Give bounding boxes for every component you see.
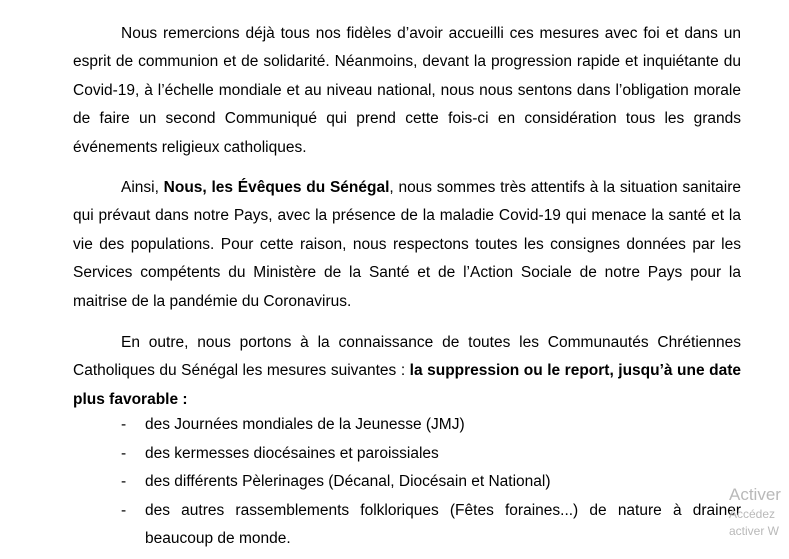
paragraph-thanks-text: Nous remercions déjà tous nos fidèles d’avoir accueilli ces mesures avec foi et dans un esprit de communion et de solidarité. Néanmoins, devant la progression rapide et inquiétante du Covid-19, à l’échelle mondiale et au niveau national, nous nous sentons dans l’obligation morale de faire un second Communiqué qui prend cette fois-ci en considération tous les grands événements religieux catholiques.	[73, 24, 741, 156]
list-item	[73, 440, 741, 469]
list-bullet: -	[121, 501, 127, 519]
paragraph-measures	[73, 329, 741, 415]
list-item	[73, 497, 741, 554]
paragraph-bishops-rest: , nous sommes très attentifs à la situation sanitaire qui prévaut dans notre Pays, avec la présence de la maladie Covid-19 qui menace la santé et la vie des populations. Pour cette raison, nous respectons toutes les consignes données par les Services compétents du Ministère de la Santé et de l’Action Sociale de notre Pays pour la maitrise de la pandémie du Coronavirus.	[73, 178, 741, 310]
list-bullet: -	[121, 444, 127, 462]
list-bullet: -	[121, 416, 127, 433]
watermark-line-1: Accédez	[729, 507, 776, 521]
list-item	[73, 411, 741, 440]
measures-list	[73, 411, 741, 554]
paragraph-thanks	[73, 20, 741, 163]
watermark-line-2: activer W	[729, 524, 780, 538]
list-item-text: des différents Pèlerinages (Décanal, Diocésain et National)	[145, 473, 551, 490]
list-item-text: des Journées mondiales de la Jeunesse (JMJ)	[145, 416, 465, 433]
windows-activation-watermark	[729, 484, 781, 540]
paragraph-bishops	[73, 174, 741, 317]
paragraph-bishops-intro: Ainsi,	[121, 178, 164, 196]
paragraph-bishops-bold: Nous, les Évêques du Sénégal	[163, 178, 390, 196]
list-item-text: des kermesses diocésaines et paroissiales	[145, 444, 439, 462]
watermark-title: Activer	[729, 485, 781, 504]
list-item-text: des autres rassemblements folkloriques (Fêtes foraines...) de nature à drainer beaucoup de monde.	[145, 501, 741, 547]
paragraph-measures-intro: En outre, nous portons à la connaissance de toutes les Communautés Chrétiennes Catholiques du Sénégal les mesures suivantes :	[73, 333, 741, 379]
paragraph-measures-bold: la suppression ou le report, jusqu’à une date plus favorable :	[73, 362, 741, 408]
list-bullet: -	[121, 473, 127, 490]
list-item	[73, 468, 741, 497]
